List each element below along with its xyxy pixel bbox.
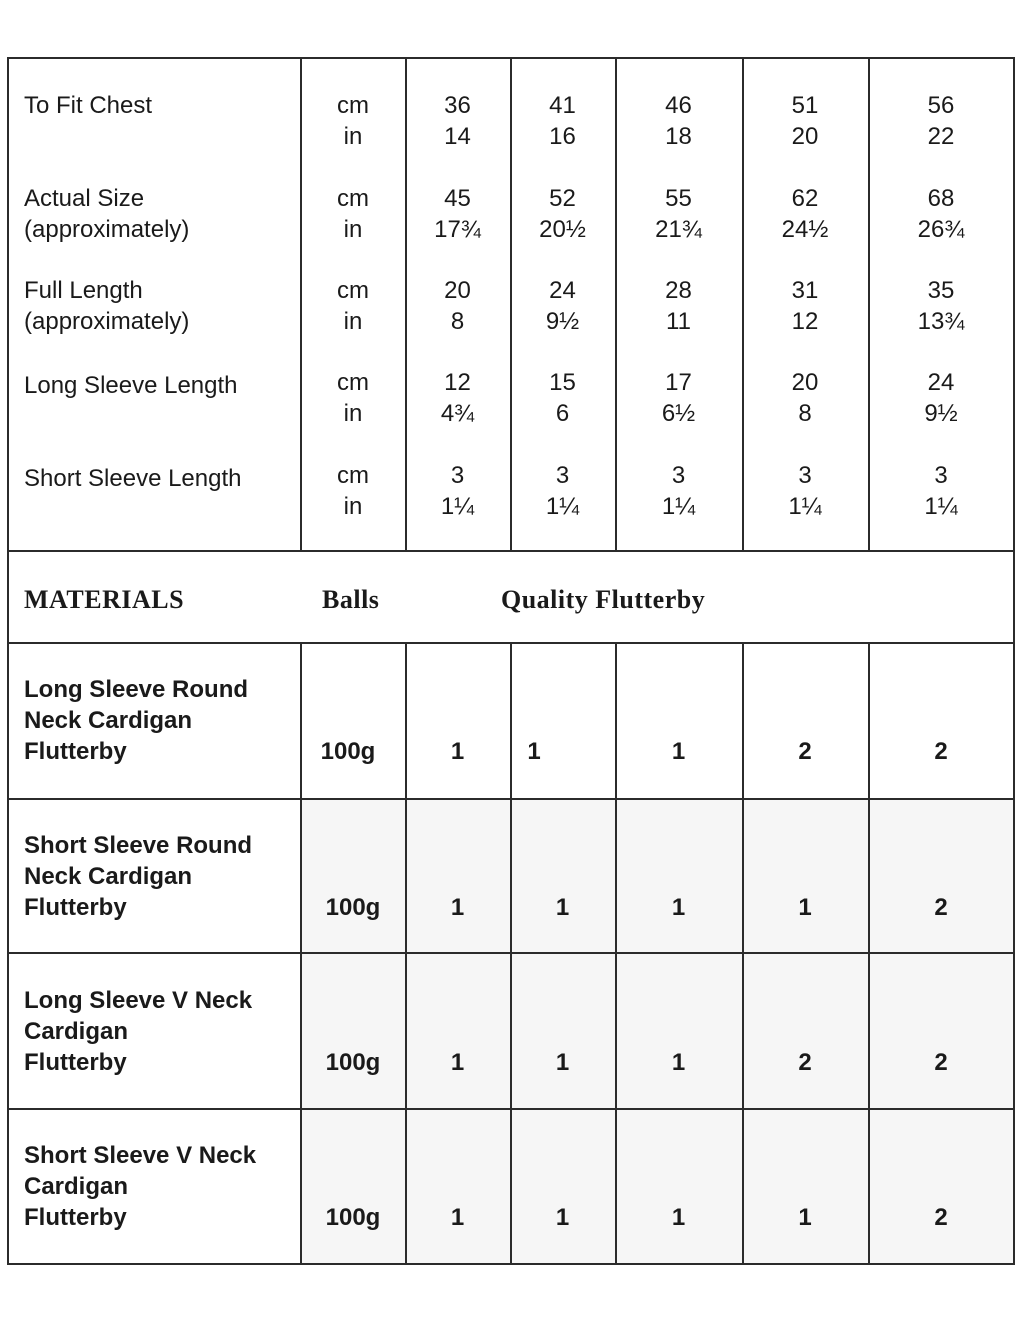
balls-value: 1 xyxy=(798,1204,812,1231)
balls-value: 2 xyxy=(934,894,948,921)
value-cell: 52 20½ xyxy=(539,185,586,243)
value-cell: 15 6 xyxy=(549,369,576,427)
value-cell: 24 9½ xyxy=(924,369,958,427)
value-cell: 3 1¼ xyxy=(788,462,822,520)
unit-cm: cm in xyxy=(337,462,369,520)
balls-value: 1 xyxy=(450,894,465,921)
unit-cm: cm in xyxy=(337,92,369,150)
measure-label-actual-size: Actual Size (approximately) xyxy=(24,185,190,243)
product-label-long-v: Long Sleeve V Neck Cardigan Flutterby xyxy=(24,987,253,1076)
value-cell: 36 14 xyxy=(444,92,471,150)
balls-value: 1 xyxy=(671,738,686,765)
unit-cm: cm in xyxy=(337,369,369,427)
value-cell: 24 9½ xyxy=(545,277,580,335)
value-cell: 3 1¼ xyxy=(440,462,475,520)
product-label-short-round: Short Sleeve Round Neck Cardigan Flutterby xyxy=(24,832,253,921)
value-cell: 3 1¼ xyxy=(924,462,958,520)
value-cell: 46 18 xyxy=(665,92,692,150)
balls-value: 2 xyxy=(798,738,812,765)
unit-cm: cm in xyxy=(337,185,369,243)
measure-label-chest: To Fit Chest xyxy=(24,92,153,119)
value-cell: 68 26¾ xyxy=(917,185,965,243)
product-weight: 100g xyxy=(320,738,376,765)
balls-value: 2 xyxy=(934,1204,948,1231)
col-divider-1b xyxy=(300,642,302,1264)
balls-value: 2 xyxy=(798,1049,812,1076)
balls-value: 1 xyxy=(555,894,570,921)
row-shade xyxy=(302,800,1014,1264)
balls-value: 1 xyxy=(671,1204,686,1231)
value-cell: 28 11 xyxy=(665,277,692,335)
product-weight: 100g xyxy=(325,1049,381,1076)
value-cell: 41 16 xyxy=(549,92,576,150)
product-weight: 100g xyxy=(325,1204,381,1231)
table-border-left xyxy=(7,57,9,1265)
value-cell: 3 1¼ xyxy=(545,462,580,520)
balls-heading: Balls xyxy=(322,585,380,614)
product-label-short-v: Short Sleeve V Neck Cardigan Flutterby xyxy=(24,1142,257,1231)
value-cell: 12 4¾ xyxy=(440,369,475,427)
quality-heading: Quality Flutterby xyxy=(501,585,706,614)
col-divider-1 xyxy=(300,57,302,551)
balls-value: 1 xyxy=(450,1204,465,1231)
balls-value: 1 xyxy=(555,1049,570,1076)
table-border-right xyxy=(1013,57,1015,1265)
value-cell: 45 17¾ xyxy=(434,185,481,243)
value-cell: 20 8 xyxy=(791,369,819,427)
product-label-long-round: Long Sleeve Round Neck Cardigan Flutterby xyxy=(24,676,249,765)
product-weight: 100g xyxy=(325,894,381,921)
balls-value: 1 xyxy=(798,894,812,921)
measure-label-full-length: Full Length (approximately) xyxy=(24,277,190,335)
materials-heading: MATERIALS xyxy=(24,585,185,614)
balls-value: 1 xyxy=(450,1049,465,1076)
value-cell: 17 6½ xyxy=(661,369,696,427)
balls-value: 1 xyxy=(555,1204,570,1231)
value-cell: 56 22 xyxy=(927,92,955,150)
balls-value: 1 xyxy=(450,738,465,765)
value-cell: 20 8 xyxy=(444,277,471,335)
value-cell: 3 1¼ xyxy=(661,462,696,520)
value-cell: 31 12 xyxy=(791,277,819,335)
balls-value: 2 xyxy=(934,1049,948,1076)
balls-value: 1 xyxy=(671,1049,686,1076)
measure-label-short-sleeve: Short Sleeve Length xyxy=(24,465,242,492)
unit-cm: cm in xyxy=(337,277,369,335)
value-cell: 51 20 xyxy=(791,92,819,150)
balls-value: 1 xyxy=(671,894,686,921)
value-cell: 62 24½ xyxy=(781,185,829,243)
value-cell: 55 21¾ xyxy=(655,185,702,243)
balls-value: 2 xyxy=(934,738,948,765)
value-cell: 35 13¾ xyxy=(917,277,965,335)
measure-label-long-sleeve: Long Sleeve Length xyxy=(24,372,238,399)
balls-value: 1 xyxy=(527,738,541,765)
